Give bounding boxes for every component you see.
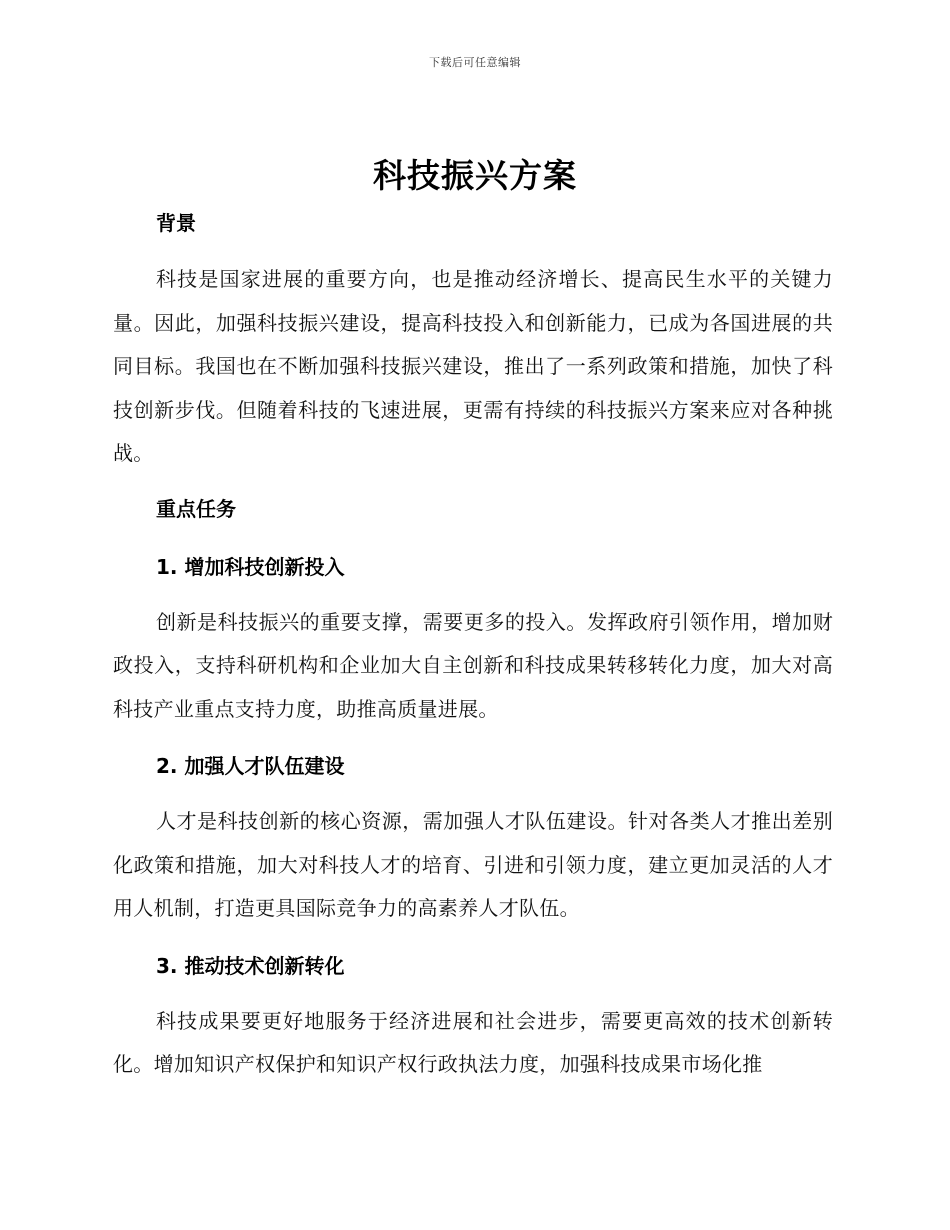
paragraph-background: 科技是国家进展的重要方向，也是推动经济增长、提高民生水平的关键力量。因此，加强科技振兴建设，提高科技投入和创新能力，已成为各国进展的共同目标。我国也在不断加强科技振兴建设，推出了一系列政策和措施，加快了科技创新步伐。但随着科技的飞速进展，更需有持续的科技振兴方案来应对各种挑战。 bbox=[113, 267, 833, 465]
section-heading-background: 背景 bbox=[156, 211, 196, 235]
paragraph-task-1: 创新是科技振兴的重要支撑，需要更多的投入。发挥政府引领作用，增加财政投入，支持科研机构和企业加大自主创新和科技成果转移转化力度，加大对高科技产业重点支持力度，助推高质量进展。 bbox=[113, 609, 833, 721]
document-title: 科技振兴方案 bbox=[373, 156, 577, 195]
task-heading-2: 2. 加强人才队伍建设 bbox=[156, 754, 345, 778]
header-note: 下载后可任意编辑 bbox=[429, 56, 521, 69]
document-body bbox=[113, 204, 833, 1087]
section-heading-key-tasks: 重点任务 bbox=[156, 496, 236, 521]
task-heading-3: 3. 推动技术创新转化 bbox=[156, 953, 345, 978]
paragraph-task-2: 人才是科技创新的核心资源，需加强人才队伍建设。针对各类人才推出差别化政策和措施，加大对科技人才的培育、引进和引领力度，建立更加灵活的人才用人机制，打造更具国际竞争力的高素养人才队伍。 bbox=[113, 809, 833, 920]
task-heading-1: 1. 增加科技创新投入 bbox=[156, 554, 345, 579]
paragraph-task-3: 科技成果要更好地服务于经济进展和社会进步，需要更高效的技术创新转化。增加知识产权保护和知识产权行政执法力度，加强科技成果市场化推 bbox=[113, 1008, 833, 1076]
